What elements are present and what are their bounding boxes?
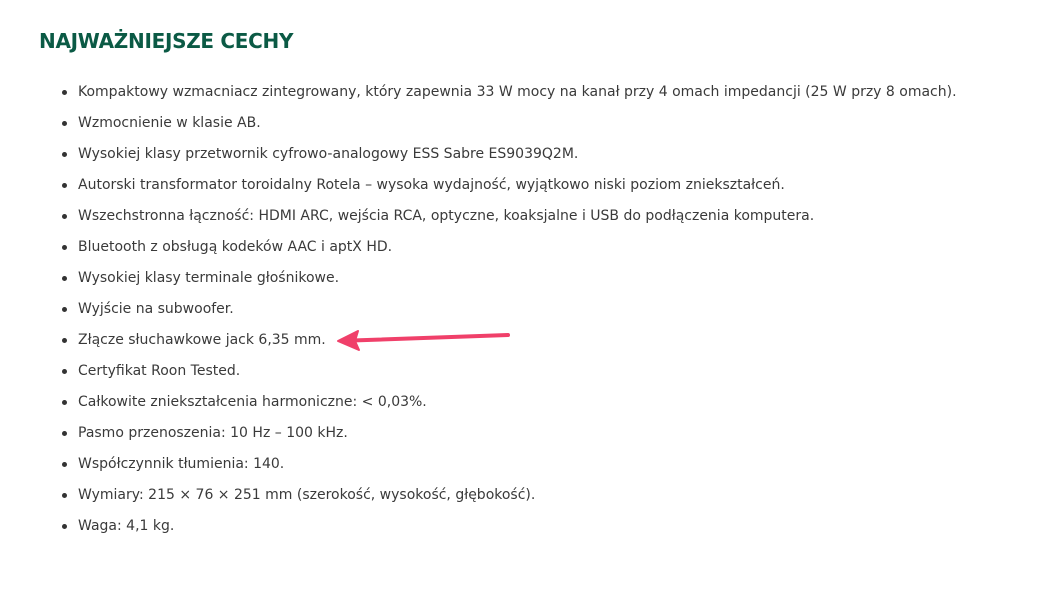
- feature-item: [0, 263, 957, 294]
- bullet-icon: [62, 121, 67, 126]
- feature-item: [0, 170, 957, 201]
- bullet-icon: [62, 431, 67, 436]
- feature-text: Współczynnik tłumienia: 140.: [78, 456, 285, 472]
- feature-text: Wyjście na subwoofer.: [78, 301, 234, 317]
- feature-item: [0, 139, 957, 170]
- bullet-icon: [62, 369, 67, 374]
- feature-item: [0, 108, 957, 139]
- feature-item: [0, 480, 957, 511]
- bullet-icon: [62, 214, 67, 219]
- feature-item: [0, 294, 957, 325]
- bullet-icon: [62, 307, 67, 312]
- feature-text: Pasmo przenoszenia: 10 Hz – 100 kHz.: [78, 425, 348, 441]
- feature-item: [0, 449, 957, 480]
- feature-item: [0, 356, 957, 387]
- feature-text: Kompaktowy wzmacniacz zintegrowany, który zapewnia 33 W mocy na kanał przy 4 omach impedancji (25 W przy 8 omach).: [78, 84, 957, 100]
- feature-text: Waga: 4,1 kg.: [78, 518, 175, 534]
- bullet-icon: [62, 462, 67, 467]
- feature-text: Wysokiej klasy przetwornik cyfrowo-analogowy ESS Sabre ES9039Q2M.: [78, 146, 579, 162]
- bullet-icon: [62, 400, 67, 405]
- feature-item: [0, 418, 957, 449]
- feature-item: [0, 77, 957, 108]
- bullet-icon: [62, 524, 67, 529]
- feature-item: [0, 232, 957, 263]
- bullet-icon: [62, 338, 67, 343]
- feature-item: [0, 387, 957, 418]
- feature-text: Wszechstronna łączność: HDMI ARC, wejścia RCA, optyczne, koaksjalne i USB do podłączenia komputera.: [78, 208, 815, 224]
- feature-text: Całkowite zniekształcenia harmoniczne: < 0,03%.: [78, 394, 427, 410]
- feature-text: Wymiary: 215 × 76 × 251 mm (szerokość, wysokość, głębokość).: [78, 487, 536, 503]
- feature-text: Autorski transformator toroidalny Rotela – wysoka wydajność, wyjątkowo niski poziom zniekształceń.: [78, 177, 785, 193]
- bullet-icon: [62, 152, 67, 157]
- feature-text: Wysokiej klasy terminale głośnikowe.: [78, 270, 340, 286]
- feature-item: [0, 511, 957, 542]
- features-list: [0, 77, 957, 542]
- bullet-icon: [62, 493, 67, 498]
- feature-text: Certyfikat Roon Tested.: [78, 363, 241, 379]
- bullet-icon: [62, 245, 67, 250]
- bullet-icon: [62, 276, 67, 281]
- feature-item: [0, 201, 957, 232]
- feature-text: Bluetooth z obsługą kodeków AAC i aptX HD.: [78, 239, 393, 255]
- arrow-left-icon: [336, 325, 512, 357]
- bullet-icon: [62, 90, 67, 95]
- bullet-icon: [62, 183, 67, 188]
- feature-text: Wzmocnienie w klasie AB.: [78, 115, 261, 131]
- section-title: NAJWAŻNIEJSZE CECHY: [39, 29, 294, 53]
- feature-text: Złącze słuchawkowe jack 6,35 mm.: [78, 332, 326, 348]
